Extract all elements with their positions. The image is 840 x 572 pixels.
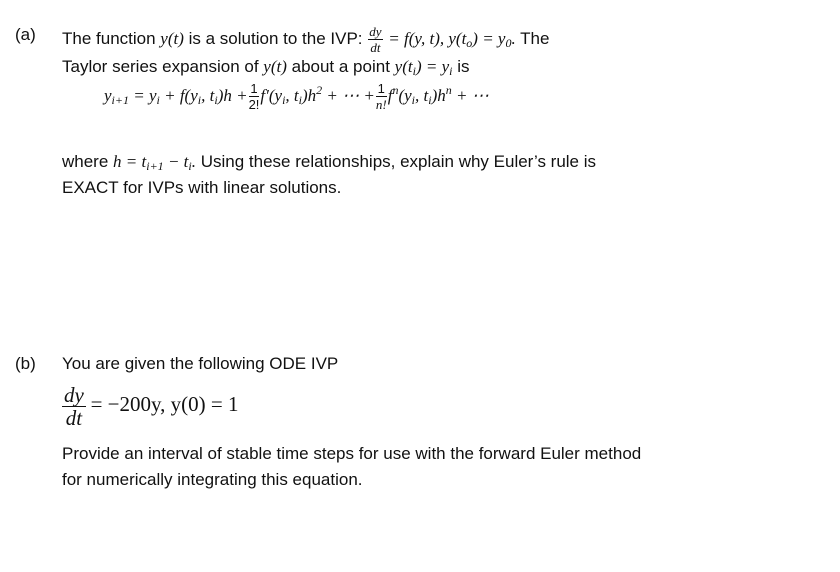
part-a-line-3-post: Using these relationships, explain why Euler’s rule is xyxy=(200,152,597,171)
ode-dy-dt-fraction: $\frac{dy}{dt}$ xyxy=(64,383,84,431)
part-a-line-1-pre: The function xyxy=(62,28,156,48)
ode-equation-rhs: = −200y, y(0) = 1 xyxy=(90,392,239,417)
math-ivp-equation: = f(y, t), $y(t_o) = y_0$. xyxy=(388,28,516,50)
math-dy-dt-fraction: $\frac{dy}{dt}$ xyxy=(369,24,382,55)
part-a-line-4: EXACT for IVPs with linear solutions. xyxy=(62,178,342,197)
math-y-of-t-2: y(t) xyxy=(263,57,287,76)
part-a-line-1 xyxy=(62,25,549,54)
part-a-line-1-post: The xyxy=(520,28,550,48)
part-b-label: (b) xyxy=(15,354,36,373)
part-a-line-3 xyxy=(62,152,596,173)
ode-equation xyxy=(62,384,238,429)
part-a-line-1-mid: is a solution to the IVP: xyxy=(188,28,363,48)
part-a-line-2 xyxy=(62,57,469,78)
part-a-line-2-pre: Taylor series expansion of xyxy=(62,57,259,76)
part-a-label: (a) xyxy=(15,25,36,44)
part-b-line-3: Provide an interval of stable time steps for use with the forward Euler method xyxy=(62,444,642,463)
part-a-line-3-pre: where xyxy=(62,152,109,171)
part-a-line-2-mid: about a point xyxy=(291,57,390,76)
part-a-line-2-post: is xyxy=(457,57,470,76)
math-h-definition: $h = t_{i+1} - t_i$. xyxy=(113,152,196,173)
part-b-intro: You are given the following ODE IVP xyxy=(62,354,339,373)
math-point-yi: $y(t_i) = y_i$ xyxy=(394,57,453,78)
math-y-of-t: y(t) xyxy=(160,28,184,48)
part-b-line-4: for numerically integrating this equation. xyxy=(62,470,363,489)
taylor-series-equation: $y_{i+1} = y_i + f(y_i$, $t_i)h$ + $\frac{1}{2!}$ $f'(y_i$, $t_i)h^2$ + ⋯ + $\frac{1}{n!}$ $f^n(y_i$, $t_i)h^n$ + ⋯ xyxy=(104,81,489,112)
